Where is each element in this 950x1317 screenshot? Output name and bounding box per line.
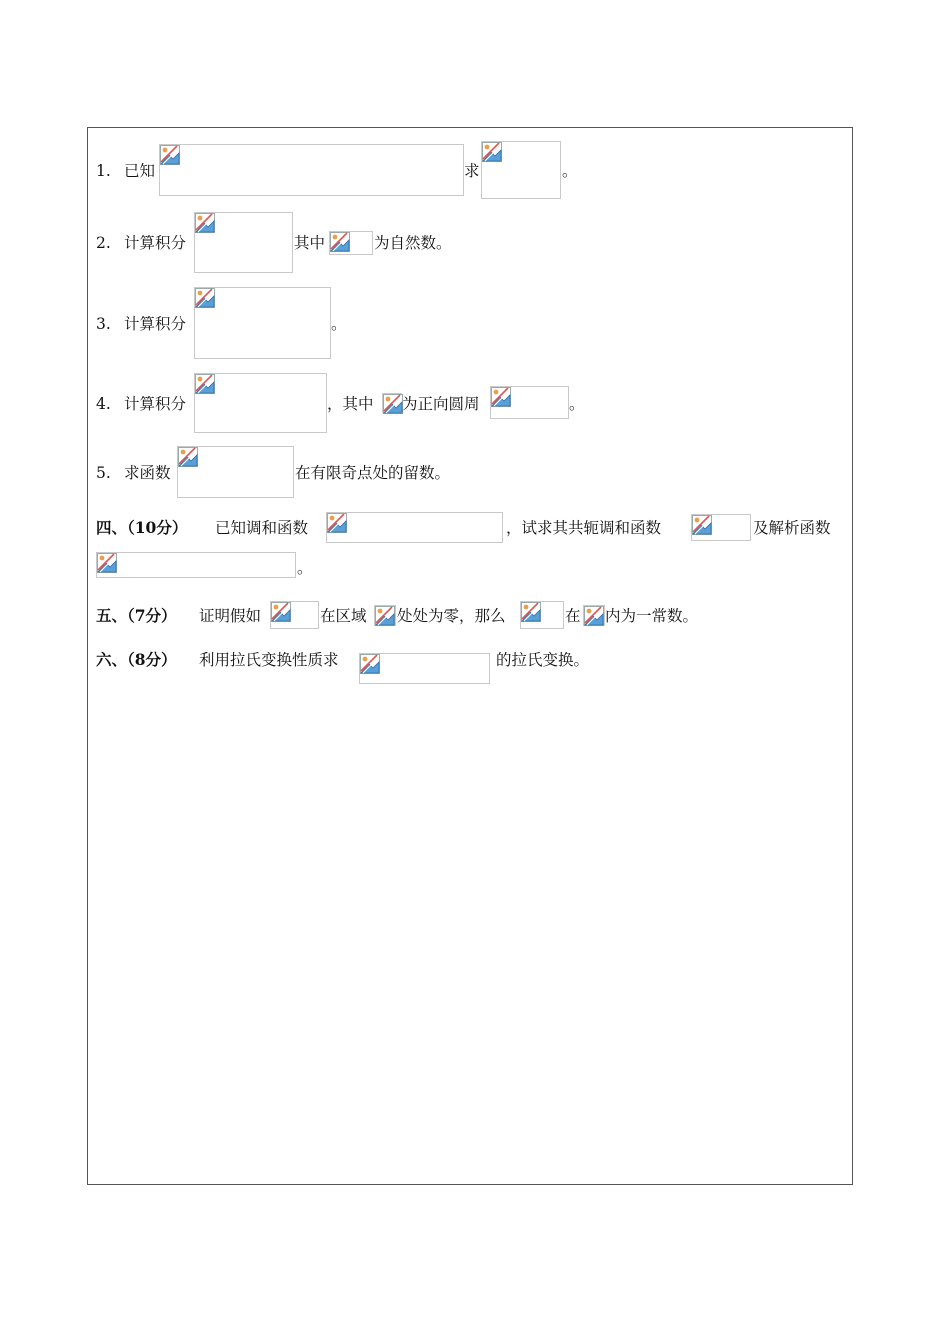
formula-image <box>194 212 293 273</box>
section-6-heading: 六、（8分） <box>96 650 177 669</box>
broken-image-icon <box>195 374 215 394</box>
formula-image <box>520 601 564 629</box>
q1-text: 。 <box>562 162 578 180</box>
q5-text: 在有限奇点处的留数。 <box>295 464 451 482</box>
q4-text: 计算积分 <box>124 395 187 413</box>
formula-image <box>691 514 751 541</box>
q3-text: 。 <box>331 315 347 333</box>
broken-image-icon <box>360 654 380 674</box>
section-4-text: 。 <box>297 559 313 577</box>
broken-image-icon <box>195 213 215 233</box>
broken-image-icon <box>521 602 541 622</box>
section-5-text: 内为一常数。 <box>605 607 699 625</box>
formula-image <box>583 605 605 626</box>
formula-image <box>374 605 396 626</box>
broken-image-icon <box>491 387 511 407</box>
broken-image-icon <box>271 602 291 622</box>
broken-image-icon <box>383 394 403 414</box>
section-4-text: 已知调和函数 <box>215 519 309 537</box>
formula-image <box>159 144 464 196</box>
q1-text: 已知 <box>124 162 156 180</box>
q2-text: 为自然数。 <box>374 234 452 252</box>
formula-image <box>329 231 373 255</box>
broken-image-icon <box>178 447 198 467</box>
broken-image-icon <box>482 142 502 162</box>
broken-image-icon <box>195 288 215 308</box>
q3-number: 3. <box>96 315 111 333</box>
broken-image-icon <box>375 606 395 626</box>
section-6-text: 利用拉氏变换性质求 <box>199 651 339 669</box>
section-6-text: 的拉氏变换。 <box>496 651 590 669</box>
section-4-text: 及解析函数 <box>753 519 831 537</box>
q4-number: 4. <box>96 395 111 413</box>
section-5-text: 处处为零，那么 <box>397 607 506 625</box>
q5-number: 5. <box>96 464 111 482</box>
broken-image-icon <box>692 515 712 535</box>
formula-image <box>194 373 327 433</box>
formula-image <box>359 653 490 684</box>
q2-text: 其中 <box>294 234 326 252</box>
broken-image-icon <box>97 553 117 573</box>
section-5-text: 证明假如 <box>199 607 262 625</box>
formula-image <box>326 512 503 543</box>
q2-text: 计算积分 <box>124 234 187 252</box>
formula-image <box>270 601 319 629</box>
formula-image <box>194 287 331 359</box>
broken-image-icon <box>160 145 180 165</box>
section-5-text: 在 <box>565 607 581 625</box>
q5-text: 求函数 <box>124 464 171 482</box>
q4-text: ，其中 <box>327 395 374 413</box>
broken-image-icon <box>327 513 347 533</box>
section-4-text: ，试求其共轭调和函数 <box>506 519 662 537</box>
q1-number: 1. <box>96 162 111 180</box>
q1-text: 求 <box>464 162 480 180</box>
formula-image <box>177 446 294 498</box>
q3-text: 计算积分 <box>124 315 187 333</box>
q4-text: 。 <box>569 395 585 413</box>
q2-number: 2. <box>96 234 111 252</box>
formula-image <box>96 552 296 578</box>
section-5-heading: 五、（7分） <box>96 606 177 625</box>
formula-image <box>382 393 402 413</box>
formula-image <box>490 386 569 419</box>
broken-image-icon <box>584 606 604 626</box>
formula-image <box>481 141 561 199</box>
q4-text: 为正向圆周 <box>402 395 480 413</box>
broken-image-icon <box>330 232 350 252</box>
section-4-heading: 四、（10分） <box>96 518 188 537</box>
section-5-text: 在区域 <box>320 607 367 625</box>
